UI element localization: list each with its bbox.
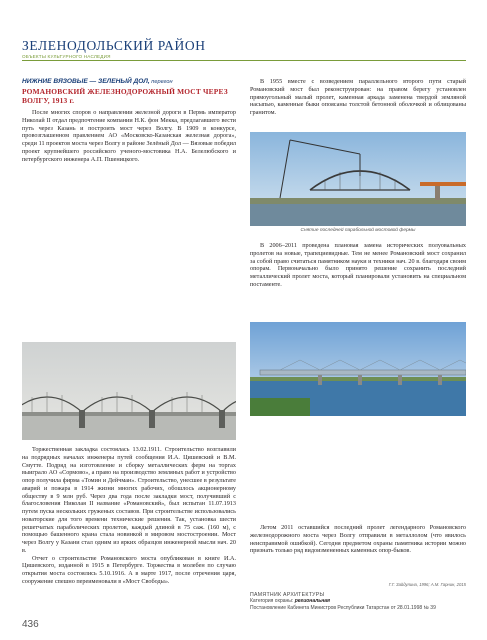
- page-number: 436: [22, 619, 39, 630]
- paragraph: Летом 2011 оставшийся последний пролет легендарного Романовского железнодорожного моста через Волгу отправили в металлолом (что явилось неисправимой ошибкой). Сегодня предметом охраны памятника истории можно признать только ряд видоизмененных каменных опор-быков.: [250, 524, 466, 555]
- photo-modern-bridge: [250, 322, 466, 416]
- paragraph: Торжественная закладка состоялась 13.02.1911. Строительство возглавили на подрядных началах инженеры путей сообщения И.А. Цишевский и В.М. Смутте. Подряд на изготовление и сборку металлических ферм на торгах выиграло АО «Сормово», а право на производство земляных работ и устройство опор получила фирма «Томин и Дейчман». Строительство, унесшее в результате аварий и пожара в 1914 жизни многих рабочих, обошлось акционерному обществу в 9 млн руб. Через два года после закладки мост, получивший с благословения Николая II название «Романовский», был испытан 11.07.1913 путем пуска нескольких груженых составов. При строительстве использовались новаторские для того времени технические решения. Так, установка шести решетчатых параболических пролетов, каждый длиной в 75 саж. (160 м), с помощью башенного крана стала новинкой в мировом мостостроении. Мост через Волгу у Казани стал одним из ярких образцов инженерной мысли нач. 20 в.: [22, 446, 236, 554]
- article-demolition: [250, 524, 466, 555]
- section-title: ЗЕЛЕНОДОЛЬСКИЙ РАЙОН: [22, 38, 206, 53]
- span-removal-image: [250, 132, 466, 226]
- paragraph: Отчет о строительстве Романовского моста опубликован в книге И.А. Цишевского, изданной в 1915 в Петербурге. Торжества в молебен по случаю открытия моста состоялись 5.10.1916. А в марте 1917, после отречения царя, сооружение спешно переименовали в «Мост Свободы».: [22, 554, 236, 585]
- article-reconstruction: [250, 78, 466, 117]
- old-bridge-image: [22, 342, 236, 440]
- object-title: РОМАНОВСКИЙ ЖЕЛЕЗНОДОРОЖНЫЙ МОСТ ЧЕРЕЗ ВОЛГУ, 1913 г.: [22, 87, 228, 105]
- paragraph: В 1955 вместе с возведением параллельного второго пути старый Романовский мост был реконструирован: на правом берегу установлен прямоугольный малый пролет, каменная аркада заменена твердой земляной насыпью, каменные быки опоясаны толстой бетонной оболочкой и облицованы гранитом.: [250, 78, 466, 116]
- header-divider: [22, 60, 466, 61]
- paragraph: В 2006–2011 проведена плановая замена исторических полуовальных пролетов на новые, трапециевидные. Тем не менее Романовский мост сохранил за собой право считаться памятником науки и техники нач. 20 в. благодаря своим опорам. Первоначально было принято решение сохранить последний металлический пролет моста, который планировали установить на специальном постаменте.: [250, 242, 466, 288]
- paragraph: После многих споров о направлении железной дороги в Пермь император Николай II отдал предпочтение компании Н.К. фон Мекка, предлагавшего вести путь через Казань и построить мост через Волгу. В 1909 в конкурсе, провозглашенном правлением АО «Московско-Казанская железная дорога», среди 11 проектов моста через Волгу в районе Зелёный Дол — Вязовые победил проект крупнейшего российского ученого-мостовика Н.А. Белелюбского и петербургского инженера А.П. Пшеницкого.: [22, 109, 236, 163]
- section-subtitle: ОБЪЕКТЫ КУЛЬТУРНОГО НАСЛЕДИЯ: [22, 54, 111, 59]
- photo-old-bridge: [22, 342, 236, 440]
- article-intro: [22, 78, 236, 163]
- status-title: ПАМЯТНИК АРХИТЕКТУРЫ: [250, 592, 325, 598]
- location-line: [22, 78, 236, 86]
- article-history: [22, 446, 236, 586]
- article-replacement: [250, 242, 466, 289]
- status-decree: Постановление Кабинета Министров Республики Татарстан от 28.01.1998 № 39: [250, 604, 436, 611]
- protection-status: [250, 592, 466, 611]
- photo-span-removal: [250, 132, 466, 226]
- category-label: Категория охраны:: [250, 598, 295, 605]
- modern-bridge-image: [250, 322, 466, 416]
- photo-credit: Г.Г. Зайдулина, 1996; А.М. Гарнин, 2015: [388, 582, 466, 587]
- location-place: НИЖНИЕ ВЯЗОВЫЕ — ЗЕЛЕНЫЙ ДОЛ,: [22, 78, 150, 85]
- location-type: перегон: [149, 79, 173, 85]
- photo-caption: Снятие последней парабольной мостовой фермы: [300, 228, 416, 233]
- category-value: региональная: [294, 598, 330, 605]
